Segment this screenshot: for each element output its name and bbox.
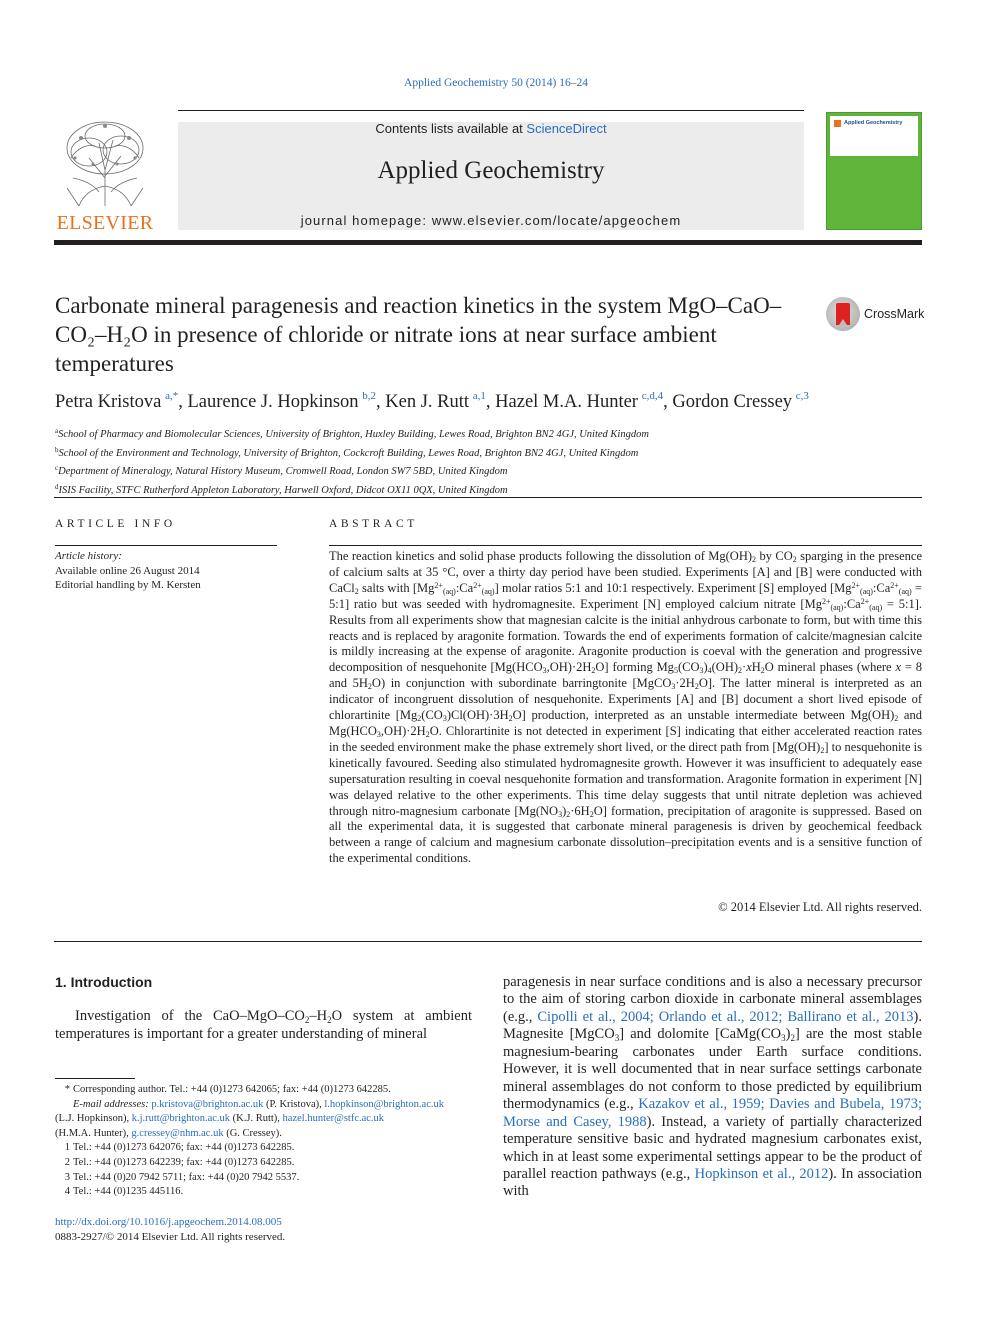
doi-link[interactable]: http://dx.doi.org/10.1016/j.apgeochem.2014.08.005: [55, 1216, 282, 1228]
elsevier-wordmark: ELSEVIER: [56, 212, 154, 234]
header-top-rule: [178, 110, 804, 111]
sciencedirect-link[interactable]: ScienceDirect: [526, 121, 607, 136]
abstract-heading: ABSTRACT: [329, 518, 418, 530]
affiliation-item: $^c$Department of Mineralogy, Natural History Museum, Cromwell Road, London SW7 5BD, United Kingdom: [55, 464, 508, 478]
history-label: Article history:: [55, 550, 122, 562]
footnote-rule: [55, 1078, 135, 1079]
abstract-bottom-rule: [54, 941, 922, 942]
homepage-prefix: journal homepage:: [300, 213, 432, 228]
author-name[interactable]: Ken J. Rutt: [385, 392, 470, 412]
footnote-corresponding: * Corresponding author. Tel.: +44 (0)1273 642065; fax: +44 (0)1273 642285.: [64, 1084, 391, 1095]
introduction-heading: 1. Introduction: [55, 974, 153, 990]
author-affiliation-marks[interactable]: c,d,4: [641, 390, 664, 402]
email-link[interactable]: k.j.rutt@brighton.ac.uk: [131, 1113, 231, 1125]
abstract-copyright: © 2014 Elsevier Ltd. All rights reserved.: [718, 900, 922, 914]
email-link[interactable]: g.cressey@nhm.ac.uk: [131, 1127, 224, 1139]
author-affiliation-marks[interactable]: a,1: [472, 390, 486, 402]
author-name[interactable]: Petra Kristova: [55, 392, 162, 412]
author-affiliation-marks[interactable]: b,2: [362, 390, 377, 402]
author-affiliation-marks[interactable]: c,3: [795, 390, 809, 402]
header-thick-rule: [54, 240, 922, 245]
available-online: Available online 26 August 2014: [55, 564, 200, 577]
citation-link[interactable]: Kazakov et al., 1959; Davies and Bubela, 1973; Morse and Casey, 1988: [503, 1096, 922, 1130]
article-info-rule: [55, 545, 277, 546]
journal-title: Applied Geochemistry: [377, 157, 605, 184]
affiliation-item: $^a$School of Pharmacy and Biomolecular Sciences, University of Brighton, Huxley Building, Lewes Road, Brighton BN2 4GJ, United Kingdom: [55, 427, 649, 440]
contents-prefix: Contents lists available at: [375, 121, 527, 136]
footnotes: [55, 1083, 472, 1200]
affiliations: [55, 424, 935, 499]
crossmark-icon: [826, 297, 860, 331]
author-name[interactable]: Gordon Cressey: [672, 392, 793, 412]
footnote-3: 3 Tel.: +44 (0)20 7942 5711; fax: +44 (0)20 7942 5537.: [64, 1171, 300, 1183]
footnote-1: 1 Tel.: +44 (0)1273 642076; fax: +44 (0)1273 642285.: [64, 1142, 295, 1154]
cover-title: Applied Geochemistry: [844, 120, 903, 126]
journal-reference-link[interactable]: Applied Geochemistry 50 (2014) 16–24: [404, 77, 588, 89]
article-title: Carbonate mineral paragenesis and reaction kinetics in the system MgO–CaO–CO₂–H₂O in presence of chloride or nitrate ions at near surface ambient temperatures: [55, 293, 782, 376]
email-link[interactable]: p.kristova@brighton.ac.uk: [151, 1098, 264, 1110]
footnote-4: 4 Tel.: +44 (0)1235 445116.: [64, 1186, 184, 1198]
elsevier-tree-icon: [59, 118, 151, 208]
citation-link[interactable]: Cipolli et al., 2004; Orlando et al., 2012; Ballirano et al., 2013: [537, 1008, 914, 1025]
author-name[interactable]: Laurence J. Hopkinson: [187, 392, 359, 412]
affiliations-rule: [54, 497, 922, 498]
cover-logo-mark: [834, 120, 841, 127]
email-link[interactable]: hazel.hunter@stfc.ac.uk: [282, 1113, 385, 1125]
introduction-paragraph-right: paragenesis in near surface conditions and is also a necessary precursor to the aim of storing carbon dioxide in carbonate mineral assemblages (e.g., Cipolli et al., 2004; Orlando et al., 2012; Ballirano et al., 2013). Magnesite [MgCO$_3$] and dolomite $[CaMg(CO_3)_2]$ are the most stable magnesium-bearing carbonates under Earth surface conditions. However, it is well documented that in near surface settings carbonate mineral assemblages do not conform to those predicted by equilibrium thermodynamics (e.g., Kazakov et al., 1959; Davies and Bubela, 1973; Morse and Casey, 1988). Instead, a variety of partially characterized temperature sensitive basic and hydrated magnesium carbonates exist, which in at least some experimental settings appear to be the product of parallel reaction pathways (e.g., Hopkinson et al., 2012). In association with: [503, 974, 922, 1200]
footnote-emails-cont: (H.M.A. Hunter), g.cressey@nhm.ac.uk (G. Cressey).: [55, 1127, 282, 1139]
homepage-url[interactable]: www.elsevier.com/locate/apgeochem: [431, 213, 682, 228]
abstract-text: The reaction kinetics and solid phase products following the dissolution of $Mg(OH)_2$ by $CO_2$ sparging in the presence of calcium salts at 35 °C, over a thirty day period have been studied. Experiments [A] and [B] were conducted with CaCl$_2$ salts with $[Mg^{2+}_{(aq)}:Ca^{2+}_{(aq)}]$ molar ratios 5:1 and 10:1 respectively. Experiment [S] employed [$Mg^{2+}_{(aq)}:Ca^{2+}_{(aq)}$ = 5:1] ratio but was seeded with hydromagnesite. Experiment [N] employed calcium nitrate [$Mg^{2+}_{(aq)}:Ca^{2+}_{(aq)}$ = 5:1]. Results from all experiments show that magnesian calcite is the initial anhydrous carbonate to form, but with time this reacts and is replaced by aragonite formation. Towards the end of experiments formation of calcite/magnesian calcite is mildly increasing at the expense of aragonite. Aragonite production is coeval with the generation and progressive decomposition of nesquehonite $[Mg(HCO_3,OH)\cdot 2H_2O]$ forming $Mg_5(CO_3)_4(OH)_2\cdot xH_2O$ mineral phases (where x = 8 and $5H_2O$) in conjunction with subordinate barringtonite $[MgCO_3\cdot 2H_2O]$. The latter mineral is interpreted as an indicator of incongruent dissolution of nesquehonite. Experiments [A] and [B] document a short lived episode of chlorartinite $[Mg_2(CO_3)Cl(OH)\cdot 3H_2O]$ production, interpreted as an unstable intermediate between $Mg(OH)_2$ and $Mg(HCO_3,OH)\cdot 2H_2O$. Chlorartinite is not detected in experiment [S] indicating that either accelerated reaction rates in the seeded environment make the phase extremely short lived, or the direct path from $[Mg(OH)_2]$ to nesquehonite is kinetically favoured. Seeding also stimulated hydromagnesite growth. However it was insufficient to adequately ease supersaturation resulting in coeval nesquehonite formation and transformation. Aragonite formation in experiment [N] was delayed relative to the other experiments. This time delay suggests that until nitrate depletion was achieved through nitro-magnesium carbonate $[Mg(NO_3)_2\cdot 6H_2O]$ formation, precipitation of aragonite is suppressed. Based on all the experimental data, it is suggested that carbonate mineral paragenesis is driven by geochemical feedback between a range of calcium and magnesium carbonate dissolution–precipitation events and is a sensitive function of the experimental conditions.: [329, 549, 922, 866]
elsevier-logo[interactable]: [53, 118, 155, 236]
article-history: [55, 549, 277, 593]
affiliation-item: $^d$ISIS Facility, STFC Rutherford Appleton Laboratory, Harwell Oxford, Didcot OX11 0QX, United Kingdom: [55, 483, 508, 497]
email-link[interactable]: l.hopkinson@brighton.ac.uk: [324, 1098, 444, 1110]
introduction-paragraph-left: Investigation of the CaO–$MgO-CO_2-H_2O$ system at ambient temperatures is important for a greater understanding of mineral: [55, 1008, 472, 1042]
abstract-rule: [329, 545, 922, 546]
cover-header: [830, 116, 918, 156]
citation-link[interactable]: Hopkinson et al., 2012: [694, 1165, 829, 1182]
article-info-heading: ARTICLE INFO: [55, 518, 176, 530]
contents-line: [178, 121, 804, 136]
footnote-2: 2 Tel.: +44 (0)1273 642239; fax: +44 (0)1273 642285.: [64, 1156, 295, 1168]
issn-copyright: 0883-2927/© 2014 Elsevier Ltd. All rights reserved.: [55, 1231, 286, 1243]
author-name[interactable]: Hazel M.A. Hunter: [495, 392, 638, 412]
crossmark-label: CrossMark: [864, 307, 925, 321]
author-list: Petra Kristova $^{a,*}$, Laurence J. Hopkinson $^{b,2}$, Ken J. Rutt $^{a,1}$, Hazel M.A. Hunter $^{c,d,4}$, Gordon Cressey $^{c,3}$: [55, 390, 809, 412]
author-affiliation-marks[interactable]: a,*: [165, 390, 179, 402]
footnote-emails: E-mail addresses: p.kristova@brighton.ac.uk (P. Kristova), l.hopkinson@brighton.ac.uk: [73, 1098, 444, 1110]
journal-homepage: [178, 213, 804, 228]
journal-cover-thumbnail[interactable]: [826, 112, 922, 230]
footnote-emails-cont: (L.J. Hopkinson), k.j.rutt@brighton.ac.uk (K.J. Rutt), hazel.hunter@stfc.ac.uk: [55, 1113, 385, 1125]
crossmark-badge[interactable]: [826, 297, 936, 337]
editorial-handling: Editorial handling by M. Kersten: [55, 579, 201, 591]
affiliation-item: $^b$School of the Environment and Technology, University of Brighton, Cockcroft Building, Lewes Road, Brighton BN2 4GJ, United Kingdom: [55, 445, 639, 459]
